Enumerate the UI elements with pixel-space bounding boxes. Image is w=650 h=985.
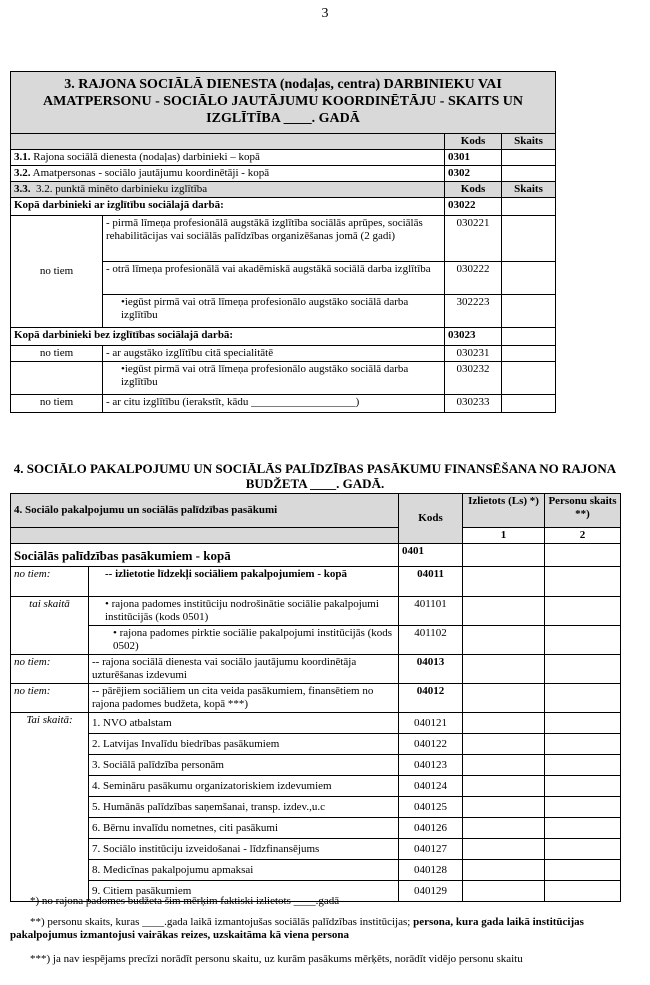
row-0301: 3.1. Rajona sociālā dienesta (nodaļas) darbinieki – kopā (11, 150, 445, 166)
code-030222: 030222 (445, 262, 502, 295)
izl-040125[interactable] (463, 797, 545, 818)
row-030233: - ar citu izglītību (ierakstīt, kādu ___________________) (103, 395, 445, 413)
code-030231: 030231 (445, 346, 502, 362)
no-tiem-label-3: no tiem (11, 395, 103, 413)
sub-col-kods: Kods (445, 182, 502, 198)
row-03022: Kopā darbinieki ar izglītību sociālajā darbā: (11, 198, 445, 216)
tai-skaita-4b: Tai skaitā: (11, 713, 89, 902)
value-03022[interactable] (502, 198, 556, 216)
item-row: 4. Semināru pasākumu organizatoriskiem izdevumiem (89, 776, 399, 797)
izl-040127[interactable] (463, 839, 545, 860)
financing-table (10, 493, 621, 902)
pers-040124[interactable] (545, 776, 621, 797)
izl-040122[interactable] (463, 734, 545, 755)
col-num-2: 2 (545, 528, 621, 544)
code-302223: 302223 (445, 295, 502, 328)
pers-040125[interactable] (545, 797, 621, 818)
value-030221[interactable] (502, 216, 556, 262)
value-03023[interactable] (502, 328, 556, 346)
row-04012: -- pārējiem sociāliem un cita veida pasākumiem, finansētiem no rajona padomes budžeta, kopā ***) (89, 684, 399, 713)
row-04011: -- izlietotie līdzekļi sociāliem pakalpojumiem - kopā (89, 567, 399, 597)
no-tiem-4a: no tiem: (11, 567, 89, 597)
code-030221: 030221 (445, 216, 502, 262)
code-04012: 04012 (399, 684, 463, 713)
value-030231[interactable] (502, 346, 556, 362)
code-04013: 04013 (399, 655, 463, 684)
row-302223: •iegūst pirmā vai otrā līmeņa profesionālo augstāko sociālā darba izglītību (103, 295, 445, 328)
section4-title: 4. SOCIĀLO PAKALPOJUMU UN SOCIĀLĀS PALĪDZĪBAS PASĀKUMU FINANSĒŠANA NO RAJONA BUDŽETA ____. GADĀ. (13, 461, 617, 491)
izl-401102[interactable] (463, 626, 545, 655)
value-030232[interactable] (502, 362, 556, 395)
row-030221: - pirmā līmeņa profesionālā augstākā izglītība sociālās aprūpes, sociālās rehabilitācijas vai sociālās palīdzības organizēšanas jomā (2 gadi) (103, 216, 445, 262)
item-code: 040121 (399, 713, 463, 734)
code-03022: 03022 (445, 198, 502, 216)
pers-04013[interactable] (545, 655, 621, 684)
code-401101: 401101 (399, 597, 463, 626)
value-030222[interactable] (502, 262, 556, 295)
pers-0401[interactable] (545, 544, 621, 567)
izl-040123[interactable] (463, 755, 545, 776)
item-row: 6. Bērnu invalīdu nometnes, citi pasākumi (89, 818, 399, 839)
footnote-1: *) no rajona padomes budžeta šim mērķim faktiski izlietots ____.gadā (30, 895, 340, 907)
sub-col-skaits: Skaits (502, 182, 556, 198)
izl-04012[interactable] (463, 684, 545, 713)
col-kods-4: Kods (399, 494, 463, 544)
code-0301: 0301 (445, 150, 502, 166)
item-code: 040122 (399, 734, 463, 755)
tai-skaita-4a: tai skaitā (11, 597, 89, 655)
section3-title: 3. RAJONA SOCIĀLĀ DIENESTA (nodaļas, centra) DARBINIEKU VAI AMATPERSONU - SOCIĀLO JAUTĀJUMU KOORDINĒTĀJU - SKAITS UN IZGLĪTĪBA ____. GADĀ (11, 72, 556, 134)
code-04011: 04011 (399, 567, 463, 597)
row-030231: - ar augstāko izglītību citā specialitātē (103, 346, 445, 362)
col-izlietots: Izlietots (Ls) *) (463, 494, 545, 528)
item-code: 040124 (399, 776, 463, 797)
izl-401101[interactable] (463, 597, 545, 626)
item-row: 5. Humānās palīdzības saņemšanai, transp. izdev.,u.c (89, 797, 399, 818)
pers-040127[interactable] (545, 839, 621, 860)
no-tiem-4c: no tiem: (11, 684, 89, 713)
item-code: 040127 (399, 839, 463, 860)
item-row: 1. NVO atbalstam (89, 713, 399, 734)
item-row: 2. Latvijas Invalīdu biedrības pasākumiem (89, 734, 399, 755)
code-401102: 401102 (399, 626, 463, 655)
pers-040128[interactable] (545, 860, 621, 881)
row-030222: - otrā līmeņa profesionālā vai akadēmiskā augstākā sociālā darba izglītība (103, 262, 445, 295)
page-number: 3 (321, 6, 329, 21)
footnote-2: **) personu skaits, kuras ____.gada laikā izmantojušas sociālās palīdzības institūcijas; persona, kura gada laikā institūcijas pakalpojumus izmantojusi vairākas reizes, uzskaitāma kā viena persona (10, 916, 584, 941)
item-row: 8. Medicīnas pakalpojumu apmaksai (89, 860, 399, 881)
no-tiem-label-2: no tiem (11, 346, 103, 362)
item-code: 040129 (399, 881, 463, 902)
col-personu: Personu skaits **) (545, 494, 621, 528)
value-0302[interactable] (502, 166, 556, 182)
code-03023: 03023 (445, 328, 502, 346)
item-row: 3. Sociālā palīdzība personām (89, 755, 399, 776)
pers-401101[interactable] (545, 597, 621, 626)
item-row: 7. Sociālo institūciju izveidošanai - līdzfinansējums (89, 839, 399, 860)
no-tiem-label: no tiem (11, 216, 103, 328)
pers-040121[interactable] (545, 713, 621, 734)
row-401102: • rajona padomes pirktie sociālie pakalpojumi institūcijās (kods 0502) (89, 626, 399, 655)
col-num-1: 1 (463, 528, 545, 544)
value-0301[interactable] (502, 150, 556, 166)
pers-040126[interactable] (545, 818, 621, 839)
value-302223[interactable] (502, 295, 556, 328)
row-401101: • rajona padomes institūciju nodrošinātie sociālie pakalpojumi institūcijās (kods 0501) (89, 597, 399, 626)
item-code: 040125 (399, 797, 463, 818)
col-name: 4. Sociālo pakalpojumu un sociālās palīdzības pasākumi (11, 494, 399, 528)
staff-table (10, 71, 556, 413)
pers-04011[interactable] (545, 567, 621, 597)
no-tiem-4b: no tiem: (11, 655, 89, 684)
item-code: 040123 (399, 755, 463, 776)
code-0302: 0302 (445, 166, 502, 182)
value-030233[interactable] (502, 395, 556, 413)
pers-401102[interactable] (545, 626, 621, 655)
row-03023: Kopā darbinieki bez izglītības sociālajā darbā: (11, 328, 445, 346)
col-kods: Kods (445, 134, 502, 150)
row-0302: 3.2. Amatpersonas - sociālo jautājumu koordinētāji - kopā (11, 166, 445, 182)
row-0401: Sociālās palīdzības pasākumiem - kopā (11, 544, 399, 567)
code-0401: 0401 (399, 544, 463, 567)
item-code: 040128 (399, 860, 463, 881)
izl-040121[interactable] (463, 713, 545, 734)
code-030232: 030232 (445, 362, 502, 395)
col-skaits: Skaits (502, 134, 556, 150)
pers-040123[interactable] (545, 755, 621, 776)
izl-040128[interactable] (463, 860, 545, 881)
subsection-3-3: 3.3. 3.2. punktā minēto darbinieku izglītība (11, 182, 445, 198)
izl-0401[interactable] (463, 544, 545, 567)
code-030233: 030233 (445, 395, 502, 413)
izl-040126[interactable] (463, 818, 545, 839)
izl-040124[interactable] (463, 776, 545, 797)
item-code: 040126 (399, 818, 463, 839)
izl-04013[interactable] (463, 655, 545, 684)
item-row: 9. Citiem pasākumiem (89, 881, 399, 902)
row-04013: -- rajona sociālā dienesta vai sociālo jautājumu koordinētāja uzturēšanas izdevumi (89, 655, 399, 684)
row-030232: •iegūst pirmā vai otrā līmeņa profesionālo augstāko sociālā darba izglītību (103, 362, 445, 395)
izl-04011[interactable] (463, 567, 545, 597)
footnote-3: ***) ja nav iespējams precīzi norādīt personu skaitu, uz kurām pasākums mērķēts, norādīt vidējo personu skaitu (30, 953, 523, 965)
pers-04012[interactable] (545, 684, 621, 713)
pers-040122[interactable] (545, 734, 621, 755)
